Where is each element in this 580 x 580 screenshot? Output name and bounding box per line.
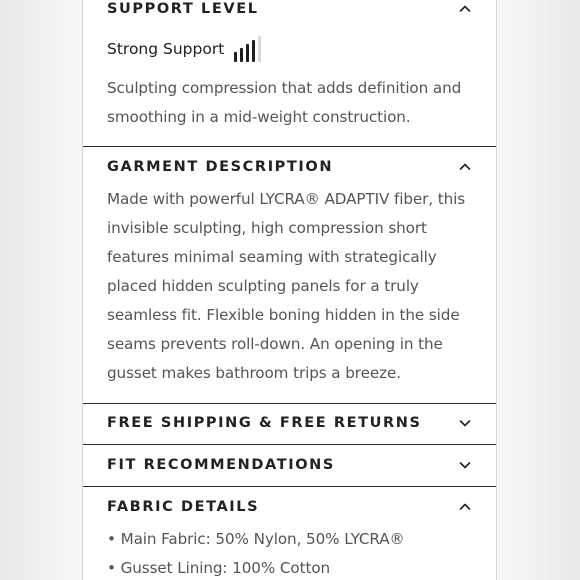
chevron-down-icon[interactable] bbox=[458, 458, 472, 472]
fit-recommendations-section bbox=[83, 445, 496, 485]
shipping-title: FREE SHIPPING & FREE RETURNS bbox=[107, 415, 422, 431]
signal-bar bbox=[240, 48, 243, 62]
chevron-up-icon[interactable] bbox=[458, 160, 472, 174]
chevron-up-icon[interactable] bbox=[458, 2, 472, 16]
fit-recommendations-header[interactable] bbox=[107, 453, 472, 477]
product-details-panel bbox=[82, 0, 497, 580]
garment-description-section bbox=[83, 147, 496, 403]
support-level-title: SUPPORT LEVEL bbox=[107, 1, 259, 17]
fabric-details-list bbox=[107, 525, 478, 580]
garment-description-header[interactable] bbox=[107, 155, 472, 179]
support-level-header[interactable] bbox=[107, 0, 472, 21]
signal-bars-icon bbox=[234, 36, 264, 62]
signal-bar bbox=[252, 40, 255, 62]
list-item: • Gusset Lining: 100% Cotton bbox=[107, 559, 331, 577]
garment-description-title: GARMENT DESCRIPTION bbox=[107, 159, 334, 175]
support-level-indicator bbox=[107, 34, 264, 64]
signal-bar bbox=[246, 44, 249, 62]
support-level-description: Sculpting compression that adds definition and smoothing in a mid-weight construction. bbox=[107, 79, 462, 126]
support-level-label: Strong Support bbox=[107, 40, 225, 58]
chevron-down-icon[interactable] bbox=[458, 416, 472, 430]
fabric-details-header[interactable] bbox=[107, 495, 472, 519]
signal-bar bbox=[258, 36, 261, 62]
chevron-up-icon[interactable] bbox=[458, 500, 472, 514]
shipping-header[interactable] bbox=[107, 411, 472, 435]
support-level-section bbox=[83, 0, 496, 146]
shipping-section bbox=[83, 404, 496, 444]
fit-recommendations-title: FIT RECOMMENDATIONS bbox=[107, 457, 335, 473]
list-item: • Main Fabric: 50% Nylon, 50% LYCRA® bbox=[107, 530, 405, 548]
signal-bar bbox=[234, 52, 237, 62]
garment-description-text: Made with powerful LYCRA® ADAPTIV fiber, this invisible sculpting, high compression short features minimal seaming with strategically placed hidden sculpting panels for a truly seamless fit. Flexible boning hidden in the side seams prevents roll-down. An opening in the gusset makes bathroom trips a breeze. bbox=[107, 190, 466, 382]
fabric-details-title: FABRIC DETAILS bbox=[107, 499, 260, 515]
fabric-details-section bbox=[83, 487, 496, 580]
